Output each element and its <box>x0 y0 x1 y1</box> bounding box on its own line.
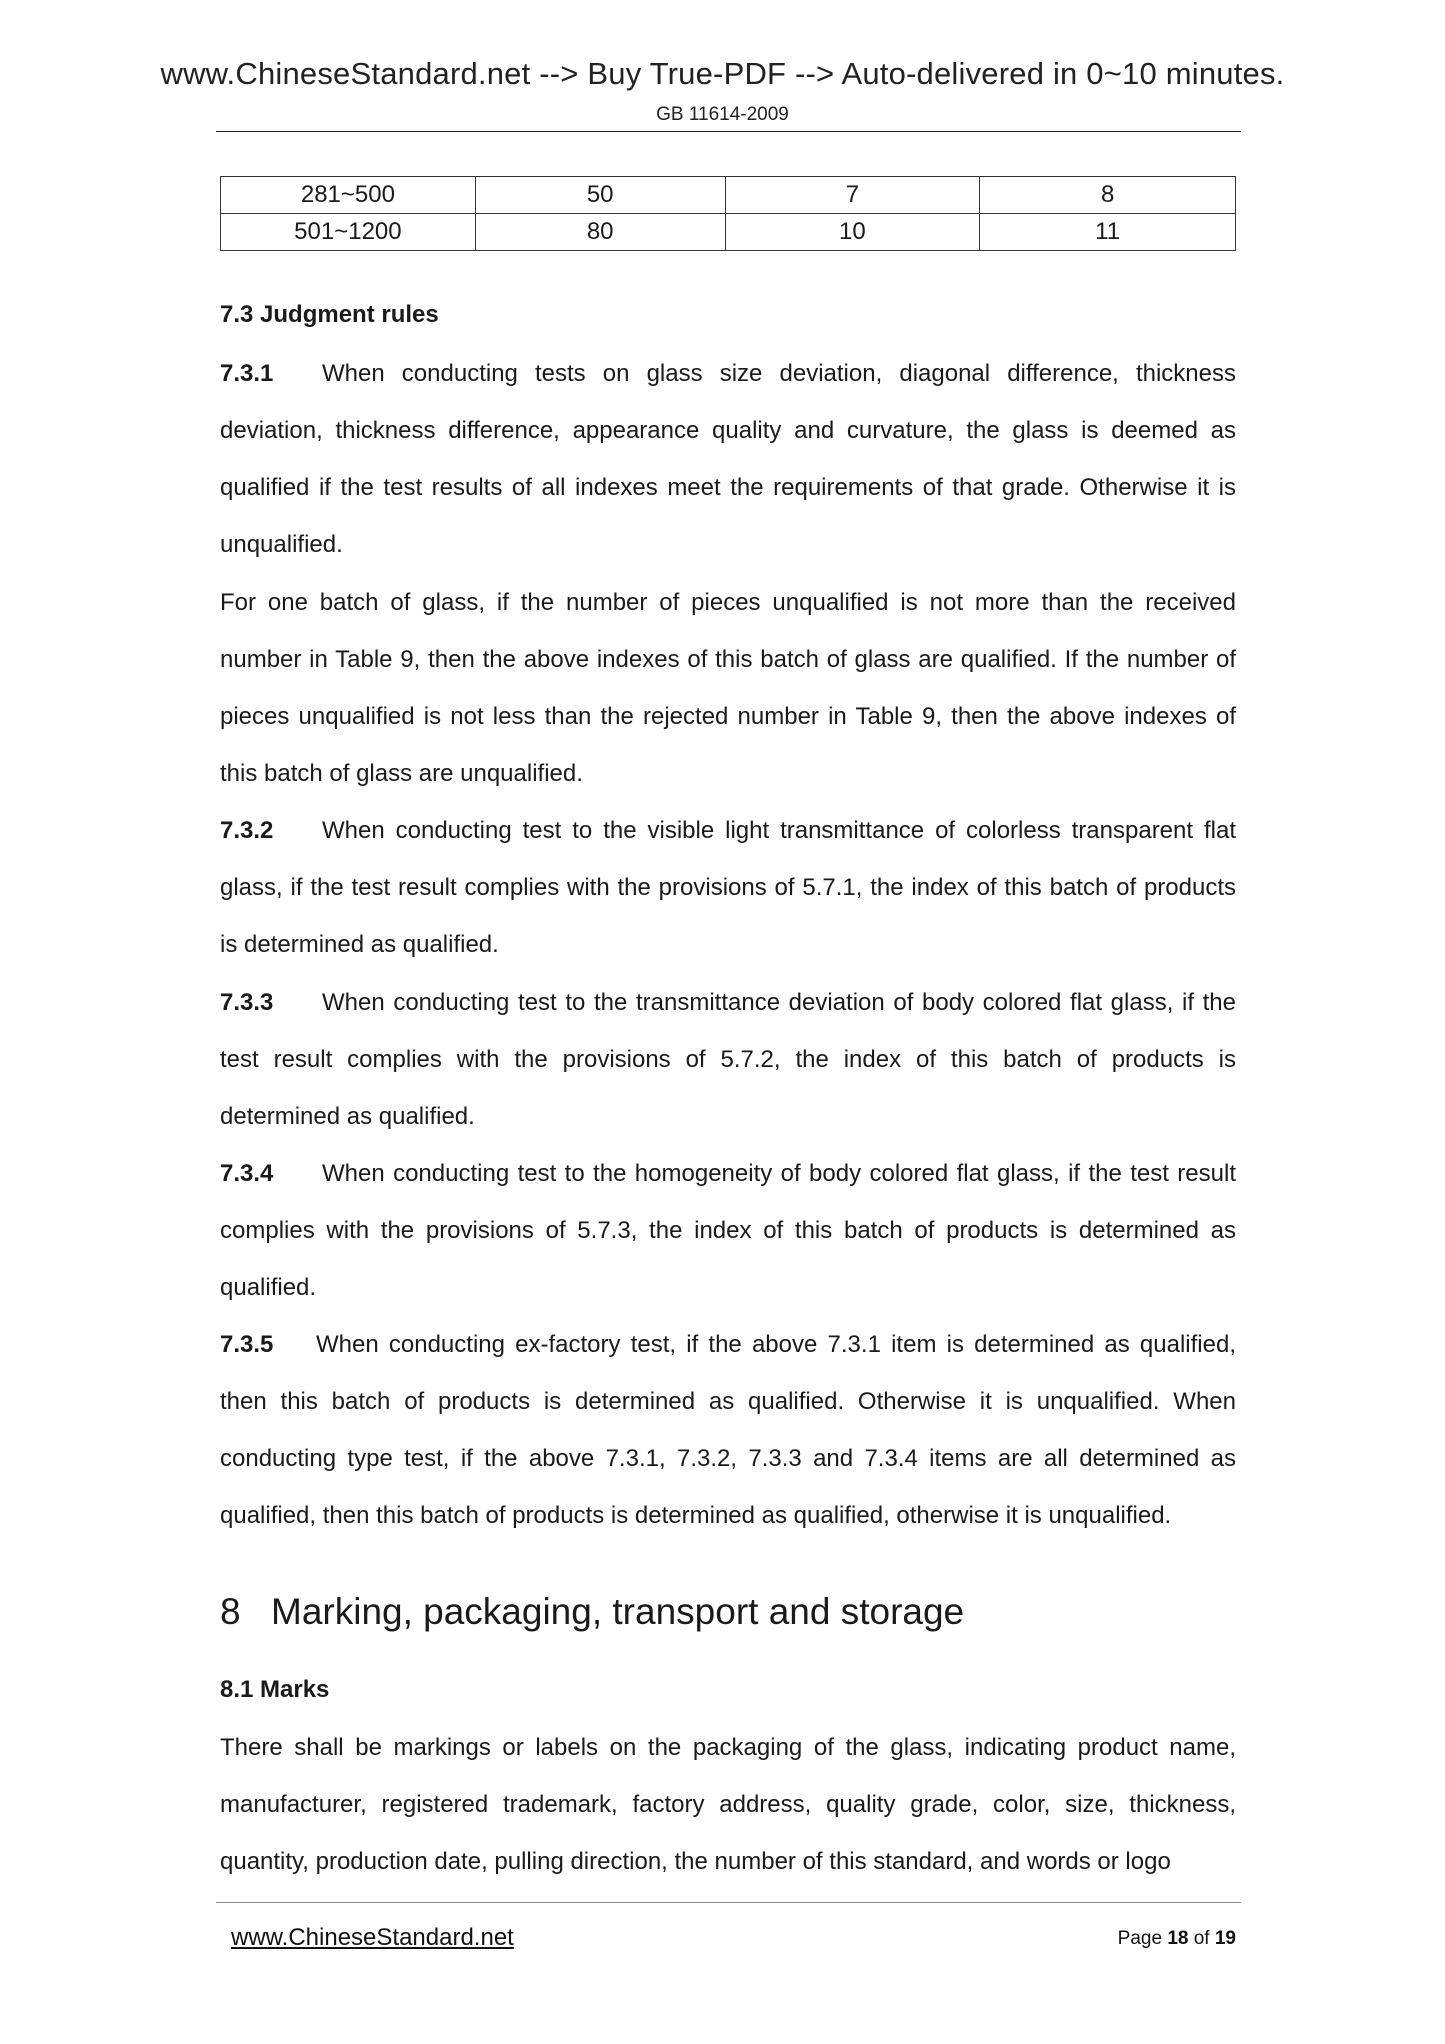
clause-text: When conducting test to the visible light transmittance of colorless transparent flat glass, if the test result complies with the provisions of 5.7.1, the index of this batch of products is determined as qualified. <box>220 817 1236 958</box>
page-number <box>1118 1928 1236 1950</box>
page-banner: www.ChineseStandard.net --> Buy True-PDF --> Auto-delivered in 0~10 minutes. <box>160 56 1285 91</box>
clause-number: 7.3.4 <box>220 1160 274 1187</box>
table-row <box>221 177 1236 214</box>
table-cell: 10 <box>725 214 980 251</box>
page-of-label: of <box>1188 1928 1215 1949</box>
paragraph-7-3-1 <box>220 345 1236 573</box>
footer-divider <box>216 1902 1241 1903</box>
paragraph-7-3-4 <box>220 1145 1236 1316</box>
paragraph-7-3-5 <box>220 1316 1236 1544</box>
paragraph-7-3-2 <box>220 802 1236 973</box>
sampling-table-continued <box>220 176 1236 251</box>
table-cell: 281~500 <box>221 177 476 214</box>
section-heading-7-3: 7.3 Judgment rules <box>220 301 439 328</box>
table-cell: 50 <box>475 177 725 214</box>
section-number: 8 <box>220 1591 241 1632</box>
paragraph-batch-rule: For one batch of glass, if the number of pieces unqualified is not more than the received number in Table 9, then the above indexes of this batch of glass are qualified. If the number of pieces unqualified is not less than the rejected number in Table 9, then the above indexes of this batch of glass are unqualified. <box>220 589 1236 787</box>
clause-number: 7.3.3 <box>220 989 274 1016</box>
clause-text: When conducting ex-factory test, if the above 7.3.1 item is determined as qualified, then this batch of products is determined as qualified. Otherwise it is unqualified. When conducting type test, if the above 7.3.1, 7.3.2, 7.3.3 and 7.3.4 items are all determined as qualified, then this batch of products is determined as qualified, otherwise it is unqualified. <box>220 1331 1236 1529</box>
clause-number: 7.3.1 <box>220 360 274 387</box>
table-row <box>221 214 1236 251</box>
clause-number: 7.3.2 <box>220 817 274 844</box>
header-divider <box>216 131 1241 132</box>
section-heading-8 <box>220 1591 964 1633</box>
clause-text: When conducting test to the homogeneity of body colored flat glass, if the test result complies with the provisions of 5.7.3, the index of this batch of products is determined as qualified. <box>220 1160 1236 1301</box>
clause-number: 7.3.5 <box>220 1331 274 1358</box>
page-label: Page <box>1117 1928 1168 1949</box>
table-cell: 11 <box>980 214 1236 251</box>
table-cell: 501~1200 <box>221 214 476 251</box>
standard-number: GB 11614-2009 <box>656 104 789 125</box>
section-heading-8-1: 8.1 Marks <box>220 1676 330 1703</box>
section-title: Marking, packaging, transport and storage <box>271 1591 965 1632</box>
table-cell: 7 <box>725 177 980 214</box>
page-current: 18 <box>1167 1928 1189 1949</box>
table-cell: 80 <box>475 214 725 251</box>
clause-text: When conducting test to the transmittance deviation of body colored flat glass, if the test result complies with the provisions of 5.7.2, the index of this batch of products is determined as qualified. <box>220 989 1236 1130</box>
clause-text: When conducting tests on glass size deviation, diagonal difference, thickness deviation, thickness difference, appearance quality and curvature, the glass is deemed as qualified if the test results of all indexes meet the requirements of that grade. Otherwise it is unqualified. <box>220 360 1236 558</box>
paragraph-7-3-3 <box>220 974 1236 1145</box>
footer-website-link[interactable]: www.ChineseStandard.net <box>231 1924 514 1951</box>
paragraph-8-1: There shall be markings or labels on the packaging of the glass, indicating product name, manufacturer, registered trademark, factory address, quality grade, color, size, thickness, quantity, production date, pulling direction, the number of this standard, and words or logo <box>220 1734 1236 1875</box>
page-total: 19 <box>1214 1928 1236 1949</box>
table-cell: 8 <box>980 177 1236 214</box>
